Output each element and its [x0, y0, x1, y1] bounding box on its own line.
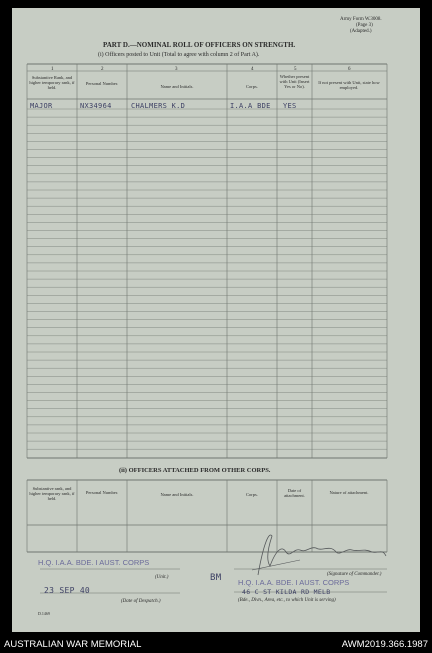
header-present: Whether present with Unit (Insert Yes or No). — [279, 74, 310, 89]
form-number: Army Form W.3008. — [340, 17, 382, 22]
bde-address: 46 C ST KILDA RD MELB — [242, 588, 331, 596]
footer-right: AWM2019.366.1987 — [341, 639, 428, 650]
col-number-5: 5 — [294, 67, 297, 72]
header2-nature: Nature of attachment. — [329, 490, 369, 495]
unit-label: (Unit.) — [155, 575, 169, 580]
bde-label: (Bde., Divn., Area, etc., to which Unit is serving) — [238, 598, 336, 603]
bde-stamp: H.Q. I.A.A. BDE. I AUST. CORPS — [238, 578, 350, 587]
header-corps: Corps. — [246, 84, 258, 89]
col-number-4: 4 — [251, 67, 254, 72]
date-label: (Date of Despatch.) — [121, 599, 161, 604]
header-personal-number: Personal Number. — [85, 81, 119, 86]
header-employed: If not present with Unit, state how employed. — [318, 80, 380, 90]
header-name: Name and Initials. — [160, 84, 194, 89]
col-number-6: 6 — [348, 67, 351, 72]
header2-date: Date of attachment. — [284, 488, 305, 498]
form-code: D.1469 — [38, 611, 50, 616]
unit-stamp: H.Q. I.A.A. BDE. I AUST. CORPS — [38, 558, 150, 567]
header2-rank: Substantive rank, and higher temporary rank, if held. — [29, 486, 75, 501]
col-number-1: 1 — [51, 67, 54, 72]
header2-name: Name and Initials. — [160, 492, 194, 497]
part-title: PART D.—NOMINAL ROLL OF OFFICERS ON STRENGTH. — [103, 41, 296, 49]
form-adapted: (Adapted.) — [350, 29, 372, 34]
bm-mark: BM — [210, 573, 222, 583]
col-number-3: 3 — [175, 67, 178, 72]
row-name: CHALMERS K.D — [131, 102, 186, 110]
col-number-2: 2 — [101, 67, 104, 72]
row-present: YES — [283, 102, 297, 110]
row-personal-number: NX34964 — [80, 102, 112, 110]
form-page: (Page 3) — [356, 23, 373, 28]
signature-label: (Signature of Commander.) — [327, 572, 382, 577]
row-corps: I.A.A BDE — [230, 102, 271, 110]
despatch-date: 23 SEP 40 — [44, 586, 91, 595]
header2-personal-number: Personal Number. — [85, 490, 119, 495]
row-rank: MAJOR — [30, 102, 53, 110]
section2-title: (ii) OFFICERS ATTACHED FROM OTHER CORPS. — [119, 467, 271, 474]
footer-bar — [0, 636, 432, 653]
footer-left: AUSTRALIAN WAR MEMORIAL — [4, 639, 142, 650]
header-rank: Substantive Rank, and higher temporary rank, if held. — [29, 75, 75, 90]
header2-corps: Corps. — [246, 492, 258, 497]
section1-title: (i) Officers posted to Unit (Total to agree with column 2 of Part A). — [98, 52, 260, 58]
